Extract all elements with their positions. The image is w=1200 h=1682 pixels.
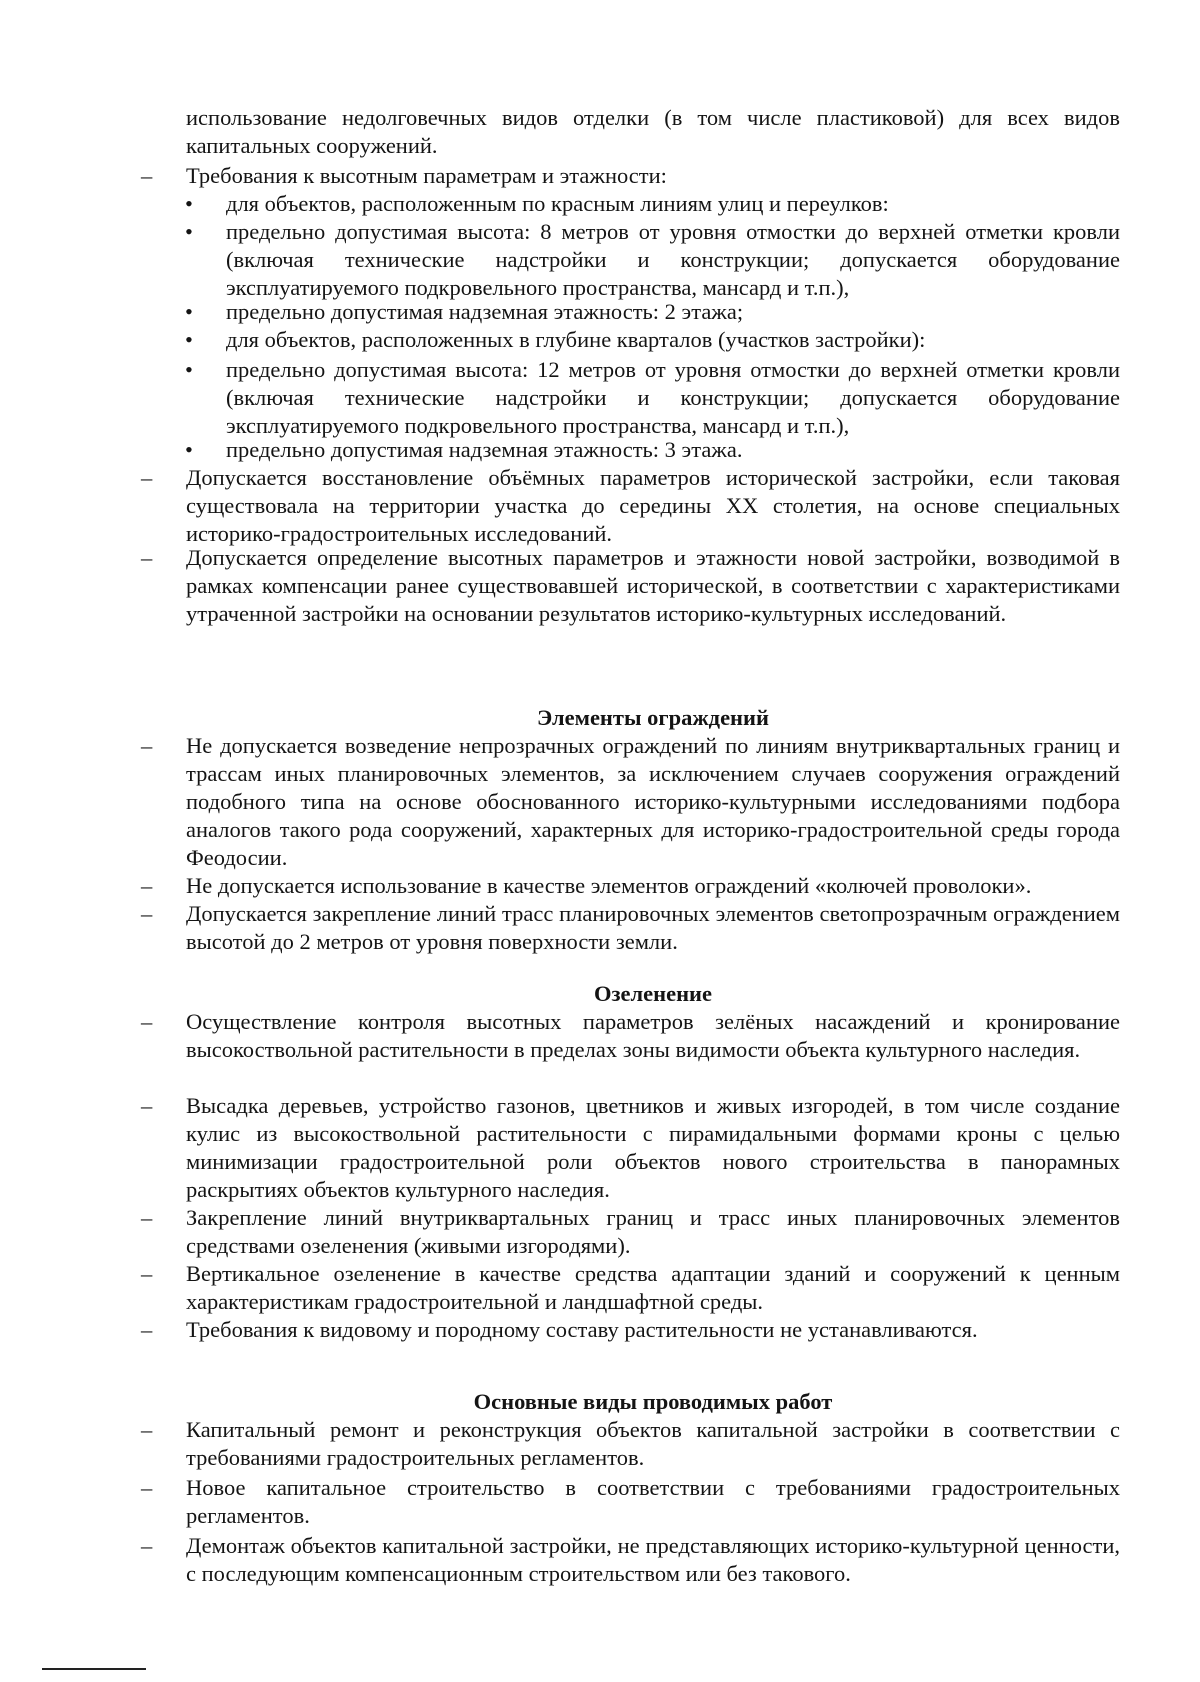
bullet-item — [185, 326, 1120, 354]
list-item-text: Капитальный ремонт и реконструкция объектов капитальной застройки в соответствии с требованиями градостроительных регламентов. — [186, 1417, 1120, 1470]
list-item — [141, 732, 1120, 872]
list-item — [141, 1092, 1120, 1204]
dash-marker: – — [141, 1093, 153, 1118]
list-item — [141, 1474, 1120, 1530]
bullet-marker: • — [185, 219, 193, 244]
list-item-text: Не допускается возведение непрозрачных ограждений по линиям внутриквартальных границ и трассам иных планировочных элементов, за исключением случаев сооружения ограждений подобного типа на основе обоснованного историко-культурными исследованиями подбора аналогов такого рода сооружений, характерных для историко-градостроительной среды города Феодосии. — [186, 733, 1120, 870]
list-item-text: Допускается определение высотных параметров и этажности новой застройки, возводимой в рамках компенсации ранее существовавшей исторической, в соответствии с характеристиками утраченной застройки на основании результатов историко-культурных исследований. — [186, 545, 1120, 626]
footer-rule — [42, 1668, 146, 1670]
list-item-text: Высадка деревьев, устройство газонов, цветников и живых изгородей, в том числе создание кулис из высокоствольной растительности с пирамидальными формами кроны с целью минимизации градостроительной роли объектов нового строительства в панорамных раскрытиях объектов культурного наследия. — [186, 1093, 1120, 1202]
dash-marker: – — [141, 163, 153, 188]
dash-marker: – — [141, 1009, 153, 1034]
list-item-text: Допускается закрепление линий трасс планировочных элементов светопрозрачным ограждением высотой до 2 метров от уровня поверхности земли. — [186, 901, 1120, 954]
list-item-text: Демонтаж объектов капитальной застройки, не представляющих историко-культурной ценности, с последующим компенсационным строительством или без такового. — [186, 1533, 1120, 1586]
dash-marker: – — [141, 465, 153, 490]
section-heading-greenery: Озеленение — [593, 981, 712, 1006]
dash-marker: – — [141, 1533, 153, 1558]
dash-marker: – — [141, 1205, 153, 1230]
dash-marker: – — [141, 901, 153, 926]
bullet-item — [185, 190, 1120, 218]
list-item-new-building — [141, 544, 1120, 628]
dash-marker: – — [141, 873, 153, 898]
list-item-text: Допускается восстановление объёмных параметров исторической застройки, если таковая существовала на территории участка до середины XX столетия, на основе специальных историко-градостроительных исследований. — [186, 465, 1120, 546]
bullet-text: предельно допустимая надземная этажность: 2 этажа; — [226, 299, 744, 324]
list-item — [141, 1260, 1120, 1316]
dash-marker: – — [141, 545, 153, 570]
section-heading-works: Основные виды проводимых работ — [473, 1389, 833, 1414]
bullet-marker: • — [185, 327, 193, 352]
dash-marker: – — [141, 1261, 153, 1286]
list-item — [141, 1416, 1120, 1472]
list-item-text: Не допускается использование в качестве элементов ограждений «колючей проволоки». — [186, 873, 1032, 898]
bullet-item — [185, 436, 1120, 464]
list-item — [141, 1532, 1120, 1588]
list-item-text: Требования к видовому и породному составу растительности не устанавливаются. — [186, 1317, 978, 1342]
list-item-height-requirements — [141, 162, 1120, 190]
list-item — [141, 1316, 1120, 1344]
intro-paragraph: использование недолговечных видов отделки (в том числе пластиковой) для всех видов капитальных сооружений. — [186, 105, 1120, 158]
list-item-text: Осуществление контроля высотных параметров зелёных насаждений и кронирование высокоствольной растительности в пределах зоны видимости объекта культурного наследия. — [186, 1009, 1120, 1062]
bullet-marker: • — [185, 437, 193, 462]
list-item-text: Новое капитальное строительство в соответствии с требованиями градостроительных регламентов. — [186, 1475, 1120, 1528]
bullet-item — [185, 298, 1120, 326]
bullet-text: предельно допустимая надземная этажность: 3 этажа. — [226, 437, 743, 462]
list-item-text: Закрепление линий внутриквартальных границ и трасс иных планировочных элементов средствами озеленения (живыми изгородями). — [186, 1205, 1120, 1258]
list-item — [141, 872, 1120, 900]
list-item-text: Вертикальное озеленение в качестве средства адаптации зданий и сооружений к ценным характеристикам градостроительной и ландшафтной среды. — [186, 1261, 1120, 1314]
section-heading-fences: Элементы ограждений — [537, 705, 769, 730]
list-item-restoration — [141, 464, 1120, 548]
dash-marker: – — [141, 1475, 153, 1500]
bullet-text: предельно допустимая высота: 12 метров от уровня отмостки до верхней отметки кровли (включая технические надстройки и конструкции; допускается оборудование эксплуатируемого подкровельного пространства, мансард и т.п.), — [226, 357, 1120, 438]
dash-marker: – — [141, 1317, 153, 1342]
list-item — [141, 900, 1120, 956]
bullet-item — [185, 356, 1120, 440]
list-item — [141, 1008, 1120, 1064]
bullet-item — [185, 218, 1120, 302]
dash-marker: – — [141, 733, 153, 758]
list-item — [141, 1204, 1120, 1260]
bullet-marker: • — [185, 191, 193, 216]
bullet-marker: • — [185, 357, 193, 382]
list-item-text: Требования к высотным параметрам и этажности: — [186, 163, 667, 188]
bullet-text: для объектов, расположенным по красным линиям улиц и переулков: — [226, 191, 889, 216]
bullet-text: для объектов, расположенных в глубине кварталов (участков застройки): — [226, 327, 926, 352]
bullet-marker: • — [185, 299, 193, 324]
dash-marker: – — [141, 1417, 153, 1442]
bullet-text: предельно допустимая высота: 8 метров от уровня отмостки до верхней отметки кровли (включая технические надстройки и конструкции; допускается оборудование эксплуатируемого подкровельного пространства, мансард и т.п.), — [226, 219, 1120, 300]
